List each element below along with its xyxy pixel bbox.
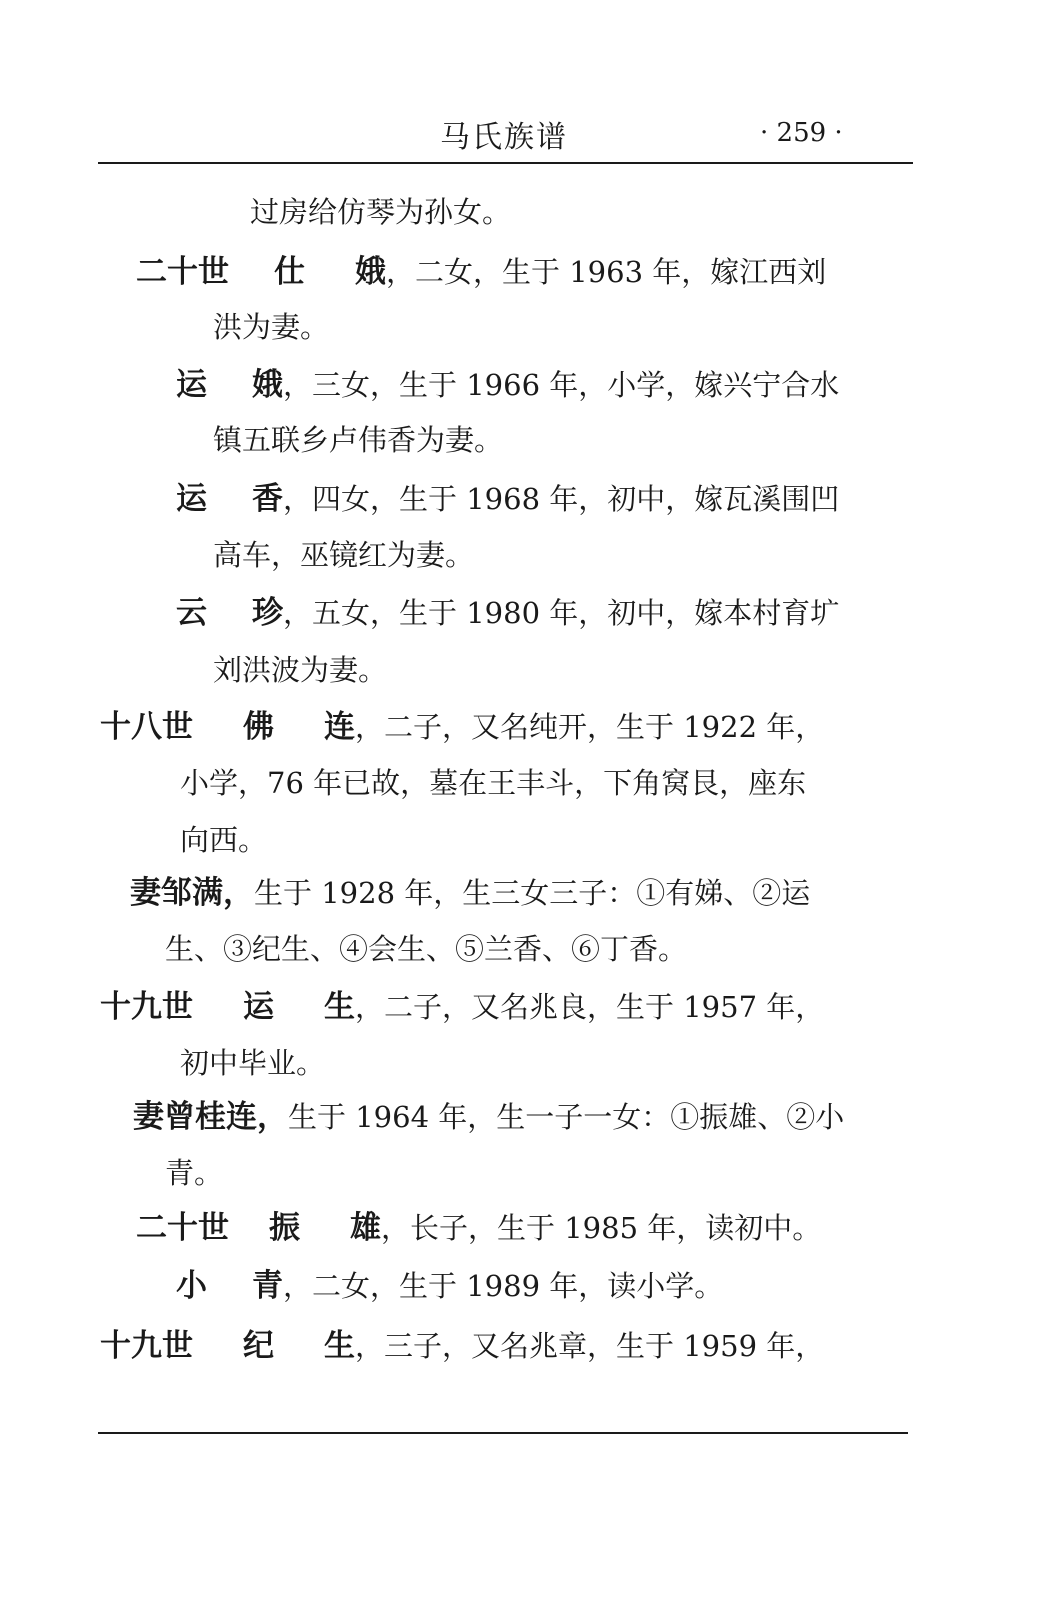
generation-label: 十九世 — [100, 989, 193, 1025]
person-name-char: 运 — [243, 989, 274, 1025]
spouse-entry — [130, 873, 810, 913]
person-name-char: 运 — [176, 481, 207, 517]
genealogy-entry — [176, 1266, 723, 1306]
person-name-char: 仕 — [274, 254, 305, 290]
genealogy-entry — [176, 479, 839, 519]
person-name-char: 香 — [252, 481, 283, 517]
entry-text: ，二子，又名纯开，生于 1922 年， — [355, 710, 825, 744]
line-text: 青。 — [165, 1156, 224, 1190]
person-name-char: 佛 — [243, 709, 274, 745]
generation-label: 十九世 — [100, 1328, 193, 1364]
line-text: 小学，76 年已故，墓在王丰斗，下角窝艮，座东 — [180, 766, 807, 800]
header-rule — [98, 162, 913, 164]
generation-label: 二十世 — [136, 254, 229, 290]
person-name-char: 小 — [176, 1268, 207, 1304]
genealogy-entry — [176, 593, 839, 633]
entry-text: ，长子，生于 1985 年，读初中。 — [381, 1211, 822, 1245]
person-name-char: 雄 — [350, 1210, 381, 1246]
entry-text: ，二女，生于 1989 年，读小学。 — [283, 1269, 724, 1303]
person-name-char: 珍 — [252, 595, 283, 631]
text-line — [213, 650, 387, 690]
person-name-char: 运 — [176, 367, 207, 403]
genealogy-entry — [136, 1208, 821, 1248]
person-name-char: 连 — [324, 709, 355, 745]
genealogy-entry — [100, 707, 824, 747]
person-name-char: 青 — [252, 1268, 283, 1304]
line-text: 刘洪波为妻。 — [213, 653, 388, 687]
entry-text: ，二子，又名兆良，生于 1957 年， — [355, 990, 825, 1024]
line-text: 过房给仿琴为孙女。 — [250, 195, 512, 229]
generation-label: 十八世 — [100, 709, 193, 745]
text-line — [180, 763, 806, 803]
entry-text: 生于 1928 年，生三女三子：①有娣、②运 — [254, 876, 811, 910]
line-text: 镇五联乡卢伟香为妻。 — [213, 423, 504, 457]
text-line — [180, 820, 267, 860]
person-name-char: 生 — [324, 1328, 355, 1364]
running-head-title: 马氏族谱 — [440, 120, 568, 155]
genealogy-entry — [176, 365, 839, 405]
line-text: 初中毕业。 — [180, 1046, 326, 1080]
text-line — [165, 1153, 223, 1193]
entry-text: 生于 1964 年，生一子一女：①振雄、②小 — [288, 1100, 845, 1134]
spouse-name: 妻曾桂连， — [133, 1099, 288, 1135]
entry-text: ，二女，生于 1963 年，嫁江西刘 — [386, 255, 827, 289]
text-line — [250, 192, 511, 232]
text-line — [165, 929, 687, 969]
spouse-entry — [133, 1097, 844, 1137]
footer-rule — [98, 1432, 908, 1434]
person-name-char: 纪 — [243, 1328, 274, 1364]
genealogy-entry — [100, 1326, 824, 1366]
entry-text: ，三女，生于 1966 年，小学，嫁兴宁合水 — [283, 368, 840, 402]
text-line — [213, 420, 503, 460]
text-line — [213, 307, 329, 347]
person-name-char: 娥 — [355, 254, 386, 290]
line-text: 洪为妻。 — [213, 310, 330, 344]
page-number: · 259 · — [760, 118, 843, 148]
genealogy-entry — [136, 252, 826, 292]
line-text: 向西。 — [180, 823, 268, 857]
person-name-char: 生 — [324, 989, 355, 1025]
text-line — [213, 535, 474, 575]
line-text: 生、③纪生、④会生、⑤兰香、⑥丁香。 — [165, 932, 688, 966]
entry-text: ，四女，生于 1968 年，初中，嫁瓦溪围凹 — [283, 482, 840, 516]
spouse-name: 妻邹满， — [130, 875, 254, 911]
genealogy-entry — [100, 987, 824, 1027]
line-text: 高车，巫镜红为妻。 — [213, 538, 475, 572]
person-name-char: 云 — [176, 595, 207, 631]
person-name-char: 娥 — [252, 367, 283, 403]
text-line — [180, 1043, 325, 1083]
entry-text: ，五女，生于 1980 年，初中，嫁本村育圹 — [283, 596, 840, 630]
entry-text: ，三子，又名兆章，生于 1959 年， — [355, 1329, 825, 1363]
person-name-char: 振 — [269, 1210, 300, 1246]
generation-label: 二十世 — [136, 1210, 229, 1246]
